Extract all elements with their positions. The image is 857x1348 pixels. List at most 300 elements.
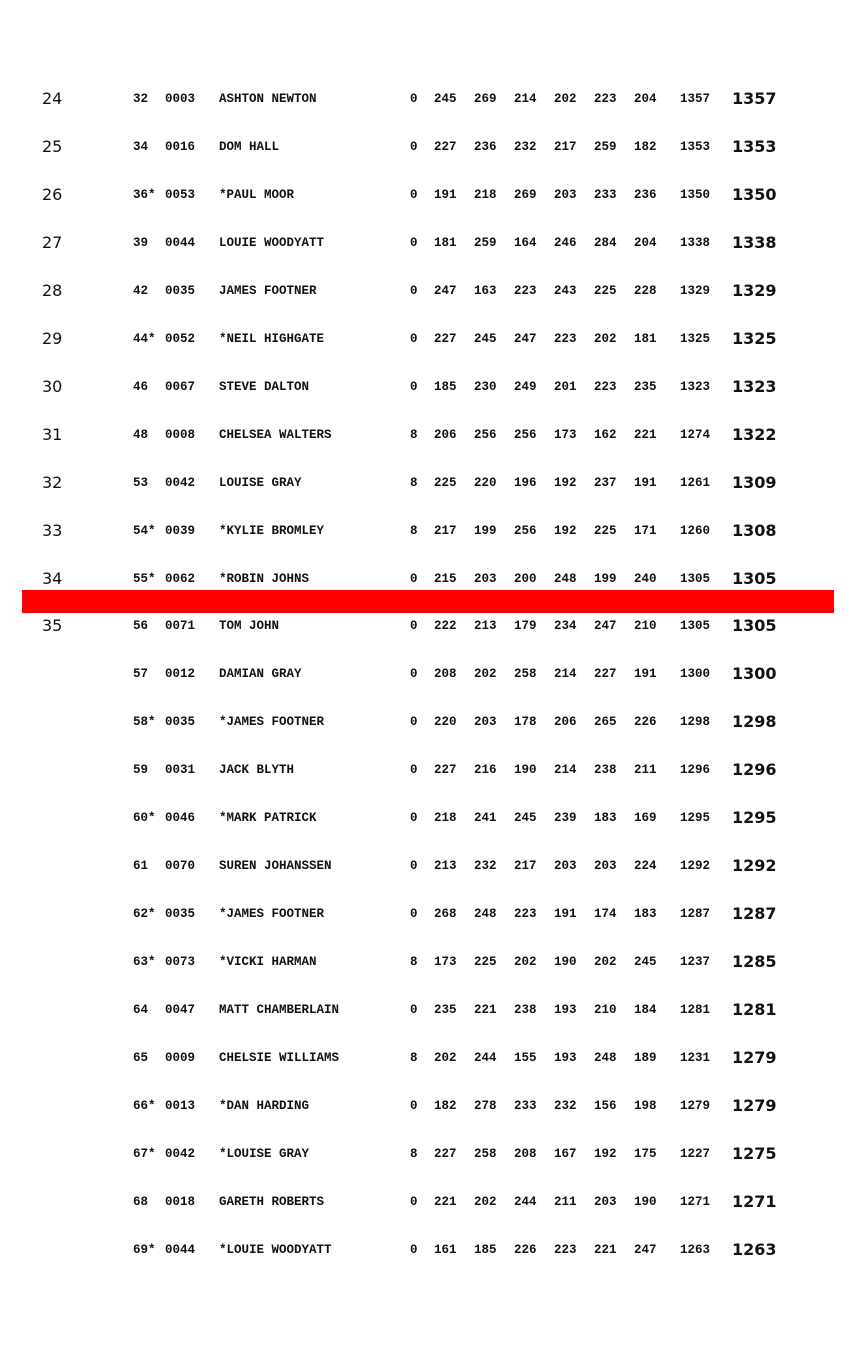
game-6-score: 191 xyxy=(634,667,657,682)
position: 48 xyxy=(133,427,149,442)
handicap: 8 xyxy=(410,955,418,970)
rank-number: 31 xyxy=(42,424,63,444)
game-2-score: 216 xyxy=(474,763,497,778)
handicap-total: 1309 xyxy=(732,472,777,492)
player-name: *ROBIN JOHNS xyxy=(219,571,310,586)
scratch-total: 1357 xyxy=(680,92,711,106)
game-2-score: 230 xyxy=(474,379,497,394)
table-row xyxy=(0,471,857,495)
handicap-total: 1296 xyxy=(732,760,777,780)
game-1-score: 268 xyxy=(434,907,457,922)
game-3-score: 245 xyxy=(514,811,537,826)
game-3-score: 249 xyxy=(514,379,537,394)
position: 63* xyxy=(133,955,156,970)
player-name: CHELSIE WILLIAMS xyxy=(219,1051,340,1065)
handicap-total: 1298 xyxy=(732,712,777,732)
game-2-score: 248 xyxy=(474,907,497,922)
position: 65 xyxy=(133,1051,149,1065)
scratch-total: 1300 xyxy=(680,667,711,682)
scratch-total: 1279 xyxy=(680,1098,711,1113)
handicap: 8 xyxy=(410,475,418,490)
game-1-score: 225 xyxy=(434,475,457,490)
rank-number: 35 xyxy=(42,616,63,636)
game-4-score: 223 xyxy=(554,331,577,346)
scratch-total: 1325 xyxy=(680,331,711,346)
handicap: 0 xyxy=(410,235,418,250)
table-row xyxy=(0,710,857,734)
game-2-score: 199 xyxy=(474,523,497,538)
game-4-score: 191 xyxy=(554,907,577,922)
handicap-total: 1357 xyxy=(732,89,777,108)
game-3-score: 223 xyxy=(514,283,537,298)
position: 62* xyxy=(133,907,156,922)
table-row xyxy=(0,183,857,207)
rank-number: 27 xyxy=(42,232,63,252)
handicap: 0 xyxy=(410,811,418,826)
game-5-score: 227 xyxy=(594,667,617,682)
game-5-score: 248 xyxy=(594,1051,617,1065)
game-4-score: 248 xyxy=(554,571,577,586)
game-2-score: 221 xyxy=(474,1003,497,1018)
game-1-score: 235 xyxy=(434,1003,457,1018)
game-6-score: 171 xyxy=(634,523,657,538)
player-name: LOUIE WOODYATT xyxy=(219,235,325,250)
handicap: 8 xyxy=(410,1146,418,1161)
game-6-score: 175 xyxy=(634,1146,657,1161)
player-id: 0062 xyxy=(165,571,196,586)
game-6-score: 221 xyxy=(634,427,657,442)
game-5-score: 233 xyxy=(594,187,617,202)
position: 67* xyxy=(133,1146,156,1161)
table-row xyxy=(0,1094,857,1118)
player-id: 0018 xyxy=(165,1194,196,1209)
position: 54* xyxy=(133,523,156,538)
game-2-score: 203 xyxy=(474,715,497,730)
game-1-score: 220 xyxy=(434,715,457,730)
game-4-score: 217 xyxy=(554,139,577,154)
game-3-score: 223 xyxy=(514,907,537,922)
game-5-score: 223 xyxy=(594,379,617,394)
position: 61 xyxy=(133,859,149,874)
scratch-total: 1338 xyxy=(680,235,711,250)
game-2-score: 220 xyxy=(474,475,497,490)
game-3-score: 256 xyxy=(514,523,537,538)
game-1-score: 202 xyxy=(434,1051,457,1065)
game-4-score: 211 xyxy=(554,1194,577,1209)
game-3-score: 233 xyxy=(514,1098,537,1113)
player-id: 0044 xyxy=(165,1242,196,1257)
game-6-score: 191 xyxy=(634,475,657,490)
game-1-score: 245 xyxy=(434,92,457,106)
scratch-total: 1263 xyxy=(680,1242,711,1257)
game-4-score: 223 xyxy=(554,1242,577,1257)
table-row xyxy=(0,375,857,399)
handicap: 0 xyxy=(410,907,418,922)
player-id: 0073 xyxy=(165,955,196,970)
game-1-score: 218 xyxy=(434,811,457,826)
table-row xyxy=(0,614,857,638)
player-id: 0046 xyxy=(165,811,196,826)
game-3-score: 196 xyxy=(514,475,537,490)
game-2-score: 213 xyxy=(474,619,497,634)
game-1-score: 215 xyxy=(434,571,457,586)
game-4-score: 192 xyxy=(554,475,577,490)
player-id: 0013 xyxy=(165,1098,196,1113)
handicap-total: 1308 xyxy=(732,520,777,540)
handicap: 0 xyxy=(410,571,418,586)
table-row xyxy=(0,662,857,686)
player-name: STEVE DALTON xyxy=(219,379,310,394)
game-1-score: 222 xyxy=(434,619,457,634)
game-6-score: 198 xyxy=(634,1098,657,1113)
game-2-score: 256 xyxy=(474,427,497,442)
table-row xyxy=(0,519,857,543)
game-6-score: 228 xyxy=(634,283,657,298)
game-4-score: 193 xyxy=(554,1003,577,1018)
player-id: 0035 xyxy=(165,907,196,922)
handicap: 0 xyxy=(410,715,418,730)
game-2-score: 236 xyxy=(474,139,497,154)
game-1-score: 181 xyxy=(434,235,457,250)
game-3-score: 178 xyxy=(514,715,537,730)
game-2-score: 269 xyxy=(474,92,497,106)
handicap: 0 xyxy=(410,139,418,154)
rank-number: 33 xyxy=(42,520,63,540)
player-name: MATT CHAMBERLAIN xyxy=(219,1003,340,1018)
player-id: 0042 xyxy=(165,1146,196,1161)
game-2-score: 202 xyxy=(474,1194,497,1209)
player-id: 0031 xyxy=(165,763,196,778)
scratch-total: 1274 xyxy=(680,427,711,442)
scratch-total: 1237 xyxy=(680,955,711,970)
game-6-score: 184 xyxy=(634,1003,657,1018)
player-id: 0003 xyxy=(165,92,196,106)
handicap-total: 1338 xyxy=(732,232,777,252)
game-6-score: 236 xyxy=(634,187,657,202)
table-row xyxy=(0,279,857,303)
rank-number: 30 xyxy=(42,376,63,396)
rank-number: 25 xyxy=(42,136,63,156)
scratch-total: 1292 xyxy=(680,859,711,874)
game-4-score: 173 xyxy=(554,427,577,442)
table-row xyxy=(0,567,857,591)
game-2-score: 258 xyxy=(474,1146,497,1161)
game-1-score: 227 xyxy=(434,763,457,778)
rank-number: 34 xyxy=(42,568,63,588)
player-name: SUREN JOHANSSEN xyxy=(219,859,332,874)
position: 34 xyxy=(133,139,149,154)
player-name: CHELSEA WALTERS xyxy=(219,427,332,442)
game-1-score: 161 xyxy=(434,1242,457,1257)
player-id: 0071 xyxy=(165,619,196,634)
handicap-total: 1281 xyxy=(732,1000,777,1020)
game-1-score: 206 xyxy=(434,427,457,442)
table-row xyxy=(0,1046,857,1070)
game-4-score: 190 xyxy=(554,955,577,970)
game-3-score: 247 xyxy=(514,331,537,346)
table-row xyxy=(0,806,857,830)
table-row xyxy=(0,87,857,111)
position: 44* xyxy=(133,331,156,346)
scratch-total: 1323 xyxy=(680,379,711,394)
game-5-score: 210 xyxy=(594,1003,617,1018)
position: 53 xyxy=(133,475,149,490)
handicap: 8 xyxy=(410,523,418,538)
game-5-score: 284 xyxy=(594,235,617,250)
game-5-score: 192 xyxy=(594,1146,617,1161)
game-1-score: 182 xyxy=(434,1098,457,1113)
handicap: 0 xyxy=(410,619,418,634)
position: 36* xyxy=(133,187,156,202)
game-4-score: 232 xyxy=(554,1098,577,1113)
position: 42 xyxy=(133,283,149,298)
game-4-score: 206 xyxy=(554,715,577,730)
game-1-score: 173 xyxy=(434,955,457,970)
game-4-score: 246 xyxy=(554,235,577,250)
game-2-score: 232 xyxy=(474,859,497,874)
handicap-total: 1285 xyxy=(732,952,777,972)
player-name: *NEIL HIGHGATE xyxy=(219,331,325,346)
scratch-total: 1260 xyxy=(680,523,711,538)
table-row xyxy=(0,758,857,782)
game-5-score: 203 xyxy=(594,859,617,874)
game-3-score: 200 xyxy=(514,571,537,586)
scratch-total: 1231 xyxy=(680,1051,711,1065)
handicap: 0 xyxy=(410,331,418,346)
handicap-total: 1323 xyxy=(732,376,777,396)
game-4-score: 201 xyxy=(554,379,577,394)
handicap: 0 xyxy=(410,859,418,874)
game-3-score: 155 xyxy=(514,1051,537,1065)
game-2-score: 218 xyxy=(474,187,497,202)
game-1-score: 227 xyxy=(434,139,457,154)
game-5-score: 174 xyxy=(594,907,617,922)
rank-number: 26 xyxy=(42,184,63,204)
position: 32 xyxy=(133,92,149,106)
handicap-total: 1295 xyxy=(732,808,777,828)
handicap: 0 xyxy=(410,667,418,682)
handicap-total: 1322 xyxy=(732,424,777,444)
game-6-score: 204 xyxy=(634,235,657,250)
player-name: *VICKI HARMAN xyxy=(219,955,317,970)
game-4-score: 203 xyxy=(554,187,577,202)
player-id: 0008 xyxy=(165,427,196,442)
player-id: 0044 xyxy=(165,235,196,250)
position: 69* xyxy=(133,1242,156,1257)
game-2-score: 163 xyxy=(474,283,497,298)
game-1-score: 208 xyxy=(434,667,457,682)
scratch-total: 1329 xyxy=(680,283,711,298)
game-2-score: 244 xyxy=(474,1051,497,1065)
player-id: 0052 xyxy=(165,331,196,346)
scratch-total: 1296 xyxy=(680,763,711,778)
scratch-total: 1287 xyxy=(680,907,711,922)
scratch-total: 1227 xyxy=(680,1146,711,1161)
scratch-total: 1295 xyxy=(680,811,711,826)
handicap: 0 xyxy=(410,1242,418,1257)
game-6-score: 211 xyxy=(634,763,657,778)
scratch-total: 1353 xyxy=(680,139,711,154)
game-2-score: 202 xyxy=(474,667,497,682)
player-name: *DAN HARDING xyxy=(219,1098,310,1113)
game-2-score: 259 xyxy=(474,235,497,250)
scratch-total: 1305 xyxy=(680,571,711,586)
player-name: *LOUIE WOODYATT xyxy=(219,1242,332,1257)
game-5-score: 199 xyxy=(594,571,617,586)
game-6-score: 189 xyxy=(634,1051,657,1065)
scratch-total: 1305 xyxy=(680,619,711,634)
handicap-total: 1279 xyxy=(732,1095,777,1115)
game-2-score: 203 xyxy=(474,571,497,586)
game-2-score: 225 xyxy=(474,955,497,970)
player-name: *PAUL MOOR xyxy=(219,187,295,202)
game-1-score: 227 xyxy=(434,331,457,346)
player-id: 0035 xyxy=(165,715,196,730)
game-5-score: 223 xyxy=(594,92,617,106)
game-4-score: 167 xyxy=(554,1146,577,1161)
game-4-score: 214 xyxy=(554,763,577,778)
game-6-score: 240 xyxy=(634,571,657,586)
position: 59 xyxy=(133,763,149,778)
player-name: *JAMES FOOTNER xyxy=(219,907,325,922)
game-4-score: 239 xyxy=(554,811,577,826)
game-1-score: 227 xyxy=(434,1146,457,1161)
position: 68 xyxy=(133,1194,149,1209)
scratch-total: 1298 xyxy=(680,715,711,730)
game-4-score: 202 xyxy=(554,92,577,106)
game-6-score: 210 xyxy=(634,619,657,634)
position: 55* xyxy=(133,571,156,586)
game-6-score: 204 xyxy=(634,92,657,106)
handicap-total: 1287 xyxy=(732,904,777,924)
player-id: 0042 xyxy=(165,475,196,490)
game-1-score: 191 xyxy=(434,187,457,202)
handicap-total: 1305 xyxy=(732,568,777,588)
handicap: 8 xyxy=(410,427,418,442)
game-3-score: 179 xyxy=(514,619,537,634)
game-6-score: 245 xyxy=(634,955,657,970)
game-5-score: 156 xyxy=(594,1098,617,1113)
player-name: DOM HALL xyxy=(219,139,280,154)
game-3-score: 226 xyxy=(514,1242,537,1257)
game-6-score: 224 xyxy=(634,859,657,874)
scratch-total: 1350 xyxy=(680,187,711,202)
game-4-score: 203 xyxy=(554,859,577,874)
table-row xyxy=(0,950,857,974)
handicap: 8 xyxy=(410,1051,418,1065)
position: 39 xyxy=(133,235,149,250)
position: 56 xyxy=(133,619,149,634)
game-4-score: 192 xyxy=(554,523,577,538)
game-5-score: 259 xyxy=(594,139,617,154)
handicap-total: 1350 xyxy=(732,184,777,204)
player-name: JAMES FOOTNER xyxy=(219,283,317,298)
table-row xyxy=(0,135,857,159)
player-name: *JAMES FOOTNER xyxy=(219,715,325,730)
game-5-score: 202 xyxy=(594,331,617,346)
handicap-total: 1275 xyxy=(732,1143,777,1163)
game-2-score: 185 xyxy=(474,1242,497,1257)
player-name: *KYLIE BROMLEY xyxy=(219,523,325,538)
game-2-score: 278 xyxy=(474,1098,497,1113)
handicap: 0 xyxy=(410,1098,418,1113)
handicap: 0 xyxy=(410,283,418,298)
game-5-score: 202 xyxy=(594,955,617,970)
game-6-score: 226 xyxy=(634,715,657,730)
game-6-score: 190 xyxy=(634,1194,657,1209)
game-3-score: 269 xyxy=(514,187,537,202)
game-4-score: 243 xyxy=(554,283,577,298)
game-3-score: 244 xyxy=(514,1194,537,1209)
player-name: JACK BLYTH xyxy=(219,763,295,778)
game-6-score: 181 xyxy=(634,331,657,346)
handicap: 0 xyxy=(410,92,418,106)
handicap-total: 1271 xyxy=(732,1191,777,1211)
game-5-score: 238 xyxy=(594,763,617,778)
position: 66* xyxy=(133,1098,156,1113)
player-name: LOUISE GRAY xyxy=(219,475,302,490)
table-row xyxy=(0,231,857,255)
position: 46 xyxy=(133,379,149,394)
position: 58* xyxy=(133,715,156,730)
player-name: ASHTON NEWTON xyxy=(219,92,317,106)
handicap: 0 xyxy=(410,1003,418,1018)
game-1-score: 221 xyxy=(434,1194,457,1209)
table-row xyxy=(0,1142,857,1166)
game-5-score: 225 xyxy=(594,523,617,538)
position: 57 xyxy=(133,667,149,682)
game-3-score: 208 xyxy=(514,1146,537,1161)
game-5-score: 225 xyxy=(594,283,617,298)
game-3-score: 202 xyxy=(514,955,537,970)
player-name: *MARK PATRICK xyxy=(219,811,317,826)
table-row xyxy=(0,998,857,1022)
game-5-score: 203 xyxy=(594,1194,617,1209)
qualification-cut-line xyxy=(22,590,834,613)
game-5-score: 237 xyxy=(594,475,617,490)
scratch-total: 1261 xyxy=(680,475,711,490)
player-id: 0012 xyxy=(165,667,196,682)
game-1-score: 217 xyxy=(434,523,457,538)
table-row xyxy=(0,1190,857,1214)
game-3-score: 164 xyxy=(514,235,537,250)
handicap-total: 1263 xyxy=(732,1239,777,1259)
rank-number: 28 xyxy=(42,280,63,300)
game-3-score: 256 xyxy=(514,427,537,442)
handicap: 0 xyxy=(410,187,418,202)
game-2-score: 245 xyxy=(474,331,497,346)
game-1-score: 185 xyxy=(434,379,457,394)
handicap-total: 1292 xyxy=(732,856,777,876)
player-id: 0070 xyxy=(165,859,196,874)
player-name: DAMIAN GRAY xyxy=(219,667,302,682)
game-5-score: 221 xyxy=(594,1242,617,1257)
player-name: *LOUISE GRAY xyxy=(219,1146,310,1161)
scratch-total: 1281 xyxy=(680,1003,711,1018)
game-5-score: 265 xyxy=(594,715,617,730)
rank-number: 32 xyxy=(42,472,63,492)
table-row xyxy=(0,902,857,926)
handicap: 0 xyxy=(410,763,418,778)
game-3-score: 258 xyxy=(514,667,537,682)
game-6-score: 247 xyxy=(634,1242,657,1257)
game-5-score: 247 xyxy=(594,619,617,634)
player-id: 0039 xyxy=(165,523,196,538)
player-name: GARETH ROBERTS xyxy=(219,1194,325,1209)
rank-number: 24 xyxy=(42,89,63,108)
game-6-score: 169 xyxy=(634,811,657,826)
game-2-score: 241 xyxy=(474,811,497,826)
